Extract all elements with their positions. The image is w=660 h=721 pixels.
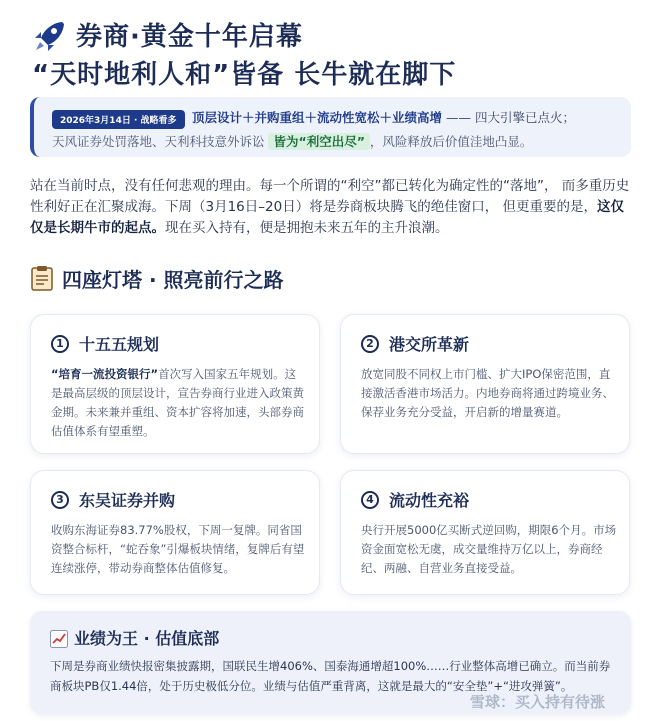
card-title: 十五五规划	[79, 335, 160, 354]
page-subtitle: “天时地利人和”皆备 长牛就在脚下	[32, 60, 457, 90]
card-number: 2	[361, 335, 379, 353]
card-number: 3	[51, 491, 69, 509]
card-body-text: 首次写入国家五年规划。这是最高层级的顶层设计，宣告券商行业进入政策黄金期。未来兼并重组、资本扩容将加速，头部券商估值体系有望重塑。	[51, 367, 304, 438]
card-title: 港交所革新	[389, 335, 470, 354]
banner-line-1	[192, 108, 575, 126]
page-title: 券商·黄金十年启幕	[76, 22, 303, 52]
box-body: 下周是券商业绩快报密集披露期，国联民生增406%、国泰海通增超100%……行业整体高增已确立。而当前券商板块PB仅1.44倍，处于历史极低分位。业绩与估值严重背离，这就是最大的“安全垫”+“进攻弹簧”。	[50, 659, 611, 693]
clipboard-icon	[31, 265, 53, 291]
card-body	[51, 365, 307, 441]
intro-bold: 这仅仅是长期牛市的起点。	[30, 199, 624, 236]
intro-text-1: 站在当前时点，没有任何悲观的理由。每一个所谓的“利空”都已转化为确定性的“落地”， 而多重历史性利好正在汇聚成海。下周（3月16日–20日）将是券商板块腾飞的绝佳窗口， 但更重要的是，	[30, 178, 630, 215]
banner-line-2	[52, 132, 532, 150]
date-badge: 2026年3月14日 · 战略看多	[52, 110, 185, 129]
card-body	[361, 365, 617, 422]
card-body-text: 央行开展5000亿买断式逆回购，期限6个月。市场资金面宽松无虞，成交量维持万亿以上，券商经纪、两融、自营业务直接受益。	[361, 523, 617, 575]
risk-cleared-pill: 皆为“利空出尽”	[268, 133, 369, 150]
banner-highlight: 顶层设计＋并购重组＋流动性宽松＋业绩高增	[192, 110, 443, 125]
card-number: 1	[51, 335, 69, 353]
box-title: 业绩为王 · 估值底部	[74, 629, 220, 648]
card-body-bold: “培育一流投资银行”	[51, 367, 159, 381]
card-title: 流动性充裕	[389, 491, 470, 510]
banner-line-2-post: ，风险释放后价值洼地凸显。	[369, 134, 533, 149]
card-body	[361, 521, 617, 578]
banner-line-1-rest: —— 四大引擎已点火；	[442, 110, 575, 125]
intro-text-2: 现在买入持有，便是拥抱未来五年的主升浪潮。	[165, 220, 449, 236]
card-liquidity	[340, 470, 630, 595]
card-body-text: 收购东海证券83.77%股权，下周一复牌。同省国资整合标杆，“蛇吞象”引爆板块情绪，复牌后有望连续涨停，带动券商整体估值修复。	[51, 523, 305, 575]
card-body	[51, 521, 307, 578]
card-five-year-plan	[30, 314, 320, 454]
card-title: 东吴证券并购	[79, 491, 176, 510]
card-hkex-reform	[340, 314, 630, 454]
card-body-text: 放宽同股不同权上市门槛、扩大IPO保密范围，直接激活香港市场活力。内地券商将通过跨境业务、保荐业务充分受益，开启新的增量赛道。	[361, 367, 614, 419]
rocket-icon	[32, 18, 68, 54]
banner-line-2-pre: 天风证券处罚落地、天利科技意外诉讼	[52, 134, 269, 149]
card-number: 4	[361, 491, 379, 509]
summary-banner	[30, 97, 631, 157]
section-title: 四座灯塔 · 照亮前行之路	[62, 268, 284, 292]
intro-paragraph	[30, 176, 636, 239]
card-dongwu-merger	[30, 470, 320, 595]
chart-increasing-icon	[50, 630, 68, 648]
watermark: 雪球：买入持有待涨	[470, 693, 606, 711]
